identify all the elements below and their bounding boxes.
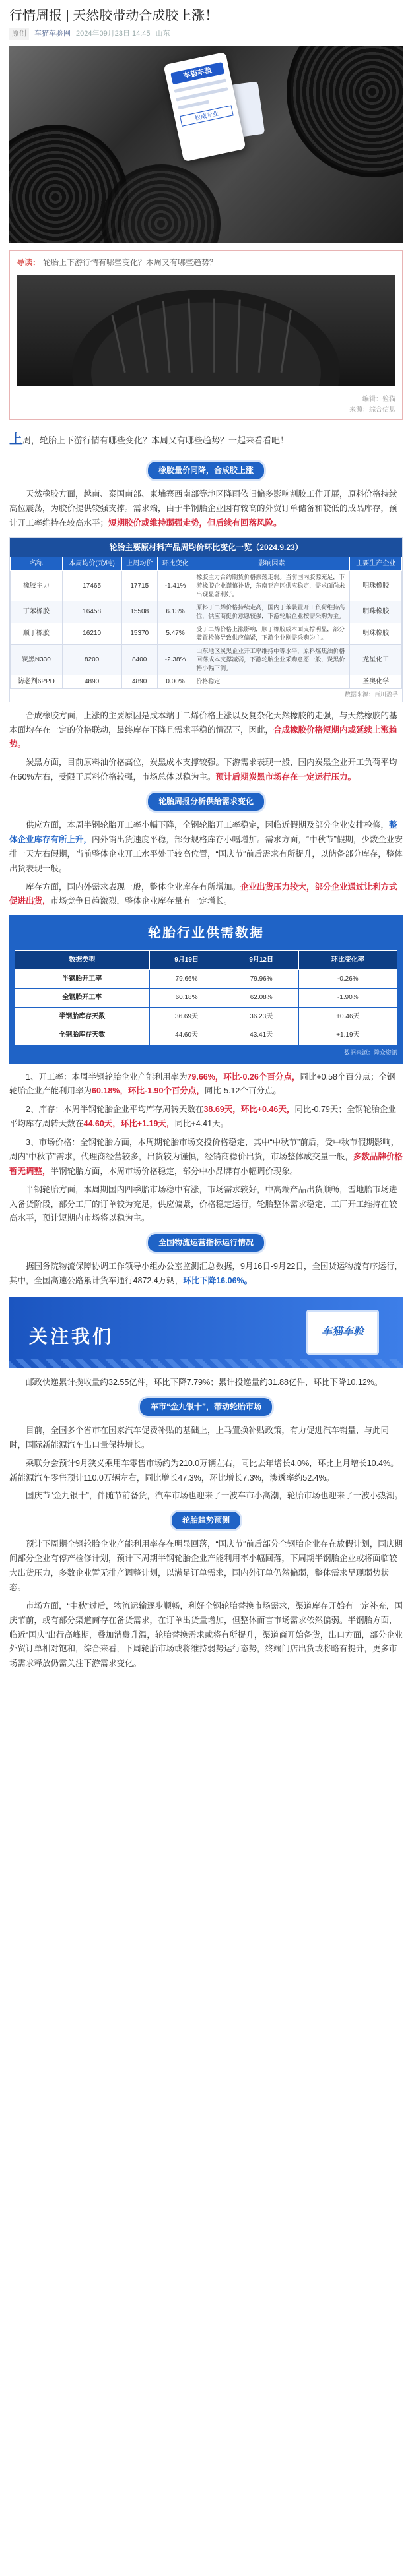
intro-credits: 编辑：验猫 来源：综合信息 [349,396,395,414]
table-header-cell: 9月19日 [149,951,224,970]
publish-date: 2024年09月23日 14:45 [76,30,151,38]
original-badge: 原创 [9,28,29,40]
table-row [11,570,402,601]
intro-label: 导读： [17,258,41,268]
paragraph: 合成橡胶方面，上涨的主要原因是成本端丁二烯价格上涨以及复杂化天然橡胶的走强，与天然橡胶的基本面均存在一定的价格联动，最终库存下降且需求平稳的情况下，因此，合成橡胶价格短期内或延续上涨趋势。 [9,710,397,749]
table-cell: 橡胶主力 [11,570,63,601]
phone-graphic [163,52,246,162]
table-cell: 36.23天 [224,1007,298,1026]
supply-table-title: 轮胎行业供需数据 [148,926,264,941]
table-cell: 17465 [62,570,121,601]
paragraph: 半钢轮胎方面，本周期国内四季胎市场稳中有涨，市场需求较好，中高端产品出货顺畅，雪地胎市场进入备货阶段，部分工厂的订单较为充足，供应偏紧，价格稳定运行，轮胎整体需求稳定，工厂开工维持在较高水平，预计短期内市场将以稳为主。 [9,1184,397,1223]
table-cell: 44.60天 [149,1026,224,1045]
table-cell: 明珠橡胶 [350,570,402,601]
table-header-cell: 数据类型 [15,951,150,970]
price-table-title: 轮胎主要原材料产品周均价环比变化一览（2024.9.23） [10,538,402,557]
intro-box [9,250,403,420]
table-cell: 橡胶主力合约期货价格振荡走弱。当前国内胶源充足，下游橡胶企业谨慎补货，东南亚产区供应稳定，需求面尚未出现显著利好。 [193,570,350,601]
author-link[interactable]: 车猫车验网 [34,30,71,38]
paragraph: 邮政快递累计揽收量约32.55亿件，环比下降7.79%；累计投递量约31.88亿件，环比下降10.12%。 [26,1378,383,1387]
tire-photo [17,275,395,386]
list-item: 3、市场价格：全钢轮胎方面，本周期轮胎市场交投价格稳定，其中“中秋节”前后，受中秋节假期影响，周内“中秋节”需求，代理商经营较多，出货较为谨慎，经销商稳价出货，市场整体成交量一般，多数品牌价格暂无调整，半钢轮胎方面，本周市场价格稳定，部分中小品牌有小幅调价现象。 [9,1138,403,1176]
paragraph: 预计下周期全钢轮胎企业产能利用率存在明显回落，“国庆节”前后部分全钢胎企业存在放假计划，国庆期间部分企业有停产检修计划，预计下周期半钢轮胎企业产能利用率小幅回落，下周期半钢胎企业或将面临较大出货压力，多数企业暂无排产调整计划，以满足订单需求，国内外订单仍然偏弱，整体需求呈现弱势状态。 [9,1539,403,1592]
table-cell: 4890 [62,675,121,688]
table-header-cell: 环比变化率 [298,951,397,970]
table-row [11,675,402,688]
publish-region: 山东 [155,30,170,38]
table-cell: 圣奥化学 [350,675,402,688]
table-row [11,644,402,675]
brand-logo: 车猫车验 [170,62,224,84]
table-cell: 8200 [62,644,121,675]
intro-question: 导读： 轮胎上下游行情有哪些变化？本周又有哪些趋势？ [17,258,218,268]
table-cell: 龙星化工 [350,644,402,675]
section-header: 车市“金九银十”，带动轮胎市场 [0,1398,412,1416]
table-cell: -2.38% [157,644,193,675]
table-header-cell: 本周均价(元/吨) [62,557,121,570]
table-cell: 36.69天 [149,1007,224,1026]
brand-logo: 车猫车验 [306,1310,379,1355]
phone-tag: 权威专业 [180,106,234,127]
price-table [9,537,403,702]
follow-us-banner[interactable] [9,1297,403,1368]
follow-us-text: 关注我们 [29,1326,114,1347]
table-header-cell: 上周均价 [121,557,157,570]
paragraph: 供应方面，本周半钢轮胎开工率小幅下降，全钢轮胎开工率稳定，因临近假期及部分企业安排检修，整体企业库存有所上升，内外销出货速度平稳，部分规格库存小幅增加。需求方面，“中秋节”假期，少数企业安排一天左右假期，当前整体企业开工水平处于较高位置，“国庆节”前后需求有所提升，以储备部分库存，整体出货表现一般。 [9,820,403,873]
table-cell: 炭黑N330 [11,644,63,675]
table-cell: 5.47% [157,623,193,644]
table-header-cell: 影响因素 [193,557,350,570]
section-header: 全国物流运营指标运行情况 [0,1234,412,1252]
article-meta [0,28,412,46]
table-cell: 15508 [121,601,157,623]
table-row [11,623,402,644]
table-cell: 8400 [121,644,157,675]
table-cell: 山东地区炭黑企业开工率维持中等水平，原料煤焦油价格回落成本支撑减弱，下游轮胎企业采购意愿一般，炭黑价格小幅下调。 [193,644,350,675]
paragraph: 目前，全国多个省市在国家汽车促费补贴的基础上，上马置换补贴政策，有力促进汽车销量，与此同时，国际新能源汽车出口量保持增长。 [9,1425,390,1450]
table-source: 数据来源：隆众资讯 [343,1049,397,1056]
paragraph: 天然橡胶方面，越南、泰国南部、柬埔寨西南部等地区降雨依旧偏多影响割胶工作开展，原料价格持续高位震荡，为胶价提供较强支撑。需求端，由于半钢胎企业因有较高的外贸订单储备和较低的成品库存，预计开工率维持在较高水平；短期胶价或维持弱强走势，但后续有回落风险。 [9,489,397,528]
table-cell: 全钢胎开工率 [15,989,150,1008]
table-cell: 16210 [62,623,121,644]
stats-list [0,1070,412,1179]
table-cell: 4890 [121,675,157,688]
paragraph: 库存方面，国内外需求表现一般，整体企业库存有所增加。企业出货压力较大，部分企业通过让利方式促进出货，市场竞争日趋激烈，整体企业库存量有一定增长。 [9,882,397,906]
table-row [15,969,397,989]
table-cell: 半钢胎开工率 [15,969,150,989]
table-cell: 6.13% [157,601,193,623]
list-item: 1、开工率：本周半钢轮胎企业产能利用率为79.66%，环比-0.26个百分点，同比+0.58个百分点；全钢轮胎企业产能利用率为60.18%，环比-1.90个百分点，同比-5.12个百分点。 [9,1072,395,1096]
table-row [15,1007,397,1026]
supply-table [9,915,403,1063]
table-cell: 顺丁橡胶 [11,623,63,644]
paragraph: 国庆节“金九银十”，伴随节前备货，汽车市场也迎来了一波车市小高潮，轮胎市场也迎来了一波小热潮。 [26,1491,403,1501]
table-header-cell: 9月12日 [224,951,298,970]
section-header: 轮胎趋势预测 [0,1512,412,1529]
table-cell: 79.66% [149,969,224,989]
table-cell: 62.08% [224,989,298,1008]
table-cell: 明珠橡胶 [350,601,402,623]
article-title: 行情周报 | 天然胶带动合成胶上涨！ [9,9,219,23]
paragraph: 据国务院物流保障协调工作领导小组办公室监测汇总数据，9月16日-9月22日，全国货运物流有序运行，其中，全国高速公路累计货车通行4872.4万辆，环比下降16.06%。 [9,1262,403,1286]
tire-tread-icon [17,275,395,386]
section-header: 橡胶量价同降，合成胶上涨 [0,462,412,479]
table-header-cell: 名称 [11,557,63,570]
table-cell: 价格稳定 [193,675,350,688]
list-item: 2、库存：本周半钢轮胎企业平均库存周转天数在38.69天，环比+0.46天，同比-0.79天；全钢轮胎企业平均库存周转天数在44.60天，环比+1.19天，同比+4.41天。 [9,1105,396,1129]
table-header-cell: 主要生产企业 [350,557,402,570]
table-cell: 15370 [121,623,157,644]
table-cell: 明珠橡胶 [350,623,402,644]
tire-graphic [287,46,403,177]
table-row [15,1026,397,1045]
table-cell: +1.19天 [298,1026,397,1045]
table-row [11,601,402,623]
table-cell: -0.26% [298,969,397,989]
table-row [15,989,397,1008]
table-cell: 受丁二烯价格上涨影响，顺丁橡胶成本面支撑明显，部分装置检修导致供应偏紧，下游企业刚需采购为主。 [193,623,350,644]
section-header: 轮胎周报分析供给需求变化 [0,793,412,811]
table-header-cell: 环比变化 [157,557,193,570]
paragraph: 乘联分会预计9月狭义乘用车零售市场约为210.0万辆左右，同比去年增长4.0%，环比上月增长10.4%。新能源汽车零售预计110.0万辆左右，同比增长47.3%，环比增长7.3%，渗透率约52.4%。 [9,1458,399,1483]
table-cell: 半钢胎库存天数 [15,1007,150,1026]
table-cell: 原料丁二烯价格持续走高，国内丁苯装置开工负荷维持高位，供应商挺价意愿较强，下游轮胎企业按需采购为主。 [193,601,350,623]
table-cell: 60.18% [149,989,224,1008]
table-cell: 0.00% [157,675,193,688]
table-cell: 79.96% [224,969,298,989]
table-cell: 全钢胎库存天数 [15,1026,150,1045]
hero-image [9,46,403,243]
table-cell: 防老剂6PPD [11,675,63,688]
table-source: 数据来源：百川盈孚 [344,690,398,698]
table-cell: -1.90% [298,989,397,1008]
table-cell: 17715 [121,570,157,601]
table-cell: 16458 [62,601,121,623]
table-cell: -1.41% [157,570,193,601]
table-cell: +0.46天 [298,1007,397,1026]
table-cell: 43.41天 [224,1026,298,1045]
paragraph: 炭黑方面，目前原料油价格高位，炭黑成本支撑较强。下游需求表现一般，国内炭黑企业开工负荷平均在60%左右，受限于原料价格较强，市场总体以稳为主。预计后期炭黑市场存在一定运行压力。 [9,758,397,782]
table-cell: 丁苯橡胶 [11,601,63,623]
lead-paragraph: 上周，轮胎上下游行情有哪些变化？本周又有哪些趋势？一起来看看吧！ [9,432,289,447]
paragraph: 市场方面，“中秋”过后，物流运输逐步顺畅，利好全钢轮胎替换市场需求，渠道库存开始有一定补充，国庆节前，或有部分渠道商存在备货需求，在订单出货量增加，但整体而言市场需求依然偏弱。半钢胎方面，临近“国庆”出行高峰期，叠加消费升温，轮胎替换需求或将有所提升，渠道商开始备货，出口方面，部分企业外贸订单相对饱和，综合来看，下周轮胎市场或将维持弱势运行态势，终端门店出货或将略有提升，更多市场需求释放仍需关注下游需求变化。 [9,1601,403,1669]
